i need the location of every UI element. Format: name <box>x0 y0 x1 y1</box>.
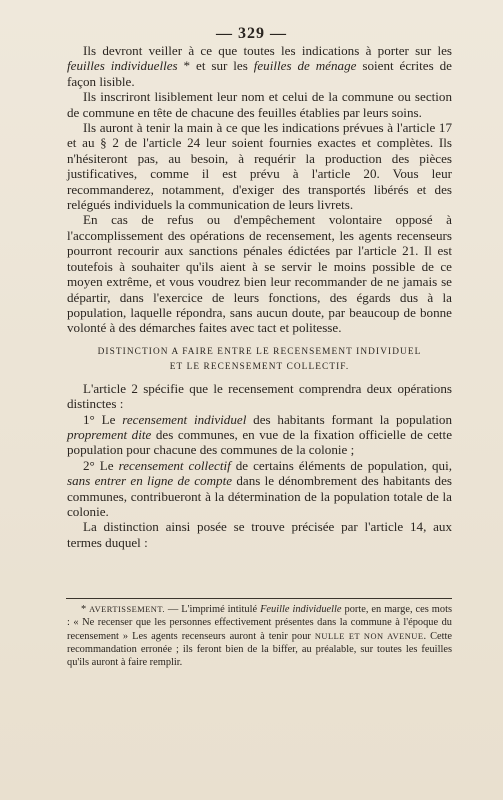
italic-span: feuilles de ménage <box>253 58 357 74</box>
footnote <box>67 603 452 669</box>
italic-span: recensement collectif <box>118 457 231 473</box>
footnote-divider <box>66 598 452 599</box>
footnote-label: AVERTISSEMENT. <box>89 605 165 614</box>
text-span: des habitants formant la population <box>246 411 453 427</box>
text-span: 1° Le <box>83 411 123 427</box>
italic-span: Feuille individuelle <box>260 604 342 615</box>
italic-span: recensement individuel <box>122 411 247 427</box>
paragraph-4: En cas de refus ou d'empêchement volontaire opposé à l'accomplissement des opérations de recensement, les agents recenseurs pourront recourir aux sanctions pénales édictées par l'article 21. Il est toutefois à souhaiter qu'ils aient à se servir le moins possible de ce moyen extrême, et vous voudrez bien leur recommander de ne jamais se départir, dans l'exercice de leurs fonctions, des égards dus à la population, laquelle répondra, sans aucun doute, par beaucoup de bonne volonté à des démarches faites avec tact et politesse. <box>67 212 452 336</box>
text-span: soient écrites de façon lisible. <box>67 58 452 89</box>
text-span: . Cette recommandation erronée ; ils feront bien de la biffer, au préalable, sur toutes les feuilles qu'ils auront à faire remplir. <box>67 630 452 669</box>
footnote-text <box>67 603 452 669</box>
small-caps-span: NULLE ET NON AVENUE <box>314 631 424 641</box>
footnote-marker: * <box>81 604 90 615</box>
paragraph-1 <box>67 43 452 89</box>
italic-span: feuilles individuelles <box>67 58 178 74</box>
main-text <box>67 43 452 550</box>
heading-line: ET LE RECENSEMENT COLLECTIF. <box>169 361 350 372</box>
heading-line: DISTINCTION A FAIRE ENTRE LE RECENSEMENT INDIVIDUEL <box>97 346 422 357</box>
text-span: porte, en marge, ces mots : « Ne recenser que les personnes effectivement présentes dans la commune à l'époque du recensement » Les agents recenseurs auront à tenir pour <box>67 604 452 642</box>
text-span: Ils devront veiller à ce que toutes les indications à porter sur les <box>83 43 452 58</box>
page-number: — 329 — <box>216 25 287 42</box>
section-heading <box>67 345 452 375</box>
italic-span: sans entrer en ligne de compte <box>67 473 233 489</box>
text-span: de certains éléments de population, qui, <box>230 457 452 473</box>
text-span: — L'imprimé intitulé <box>164 604 261 615</box>
text-span: des communes, en vue de la fixation officielle de cette population pour chacune des communes de la colonie ; <box>67 426 452 458</box>
text-span: * et sur les <box>177 58 254 74</box>
text-span: dans le dénombrement des habitants des communes, contribueront à la détermination de la population totale de la colonie. <box>67 473 453 519</box>
paragraph-7 <box>67 458 452 520</box>
text-span: 2° Le <box>83 457 119 473</box>
paragraph-6 <box>67 412 452 458</box>
paragraph-5: L'article 2 spécifie que le recensement comprendra deux opérations distinctes : <box>67 380 452 412</box>
paragraph-2: Ils inscriront lisiblement leur nom et celui de la commune ou section de commune en tête de chacune des feuilles établies par leurs soins. <box>67 89 452 120</box>
paragraph-3: Ils auront à tenir la main à ce que les indications prévues à l'article 17 et au § 2 de l'article 24 leur soient fournies exactes et complètes. Ils n'hésiteront pas, au besoin, à requérir la production des pièces justificatives, comme il est prévu à l'article 20. Vous leur recommanderez, notamment, d'exiger des transportés libérés et des relégués individuels la communication de leurs livrets. <box>67 120 452 213</box>
italic-span: proprement dite <box>67 426 152 442</box>
paragraph-8: La distinction ainsi posée se trouve précisée par l'article 14, aux termes duquel : <box>67 519 452 550</box>
